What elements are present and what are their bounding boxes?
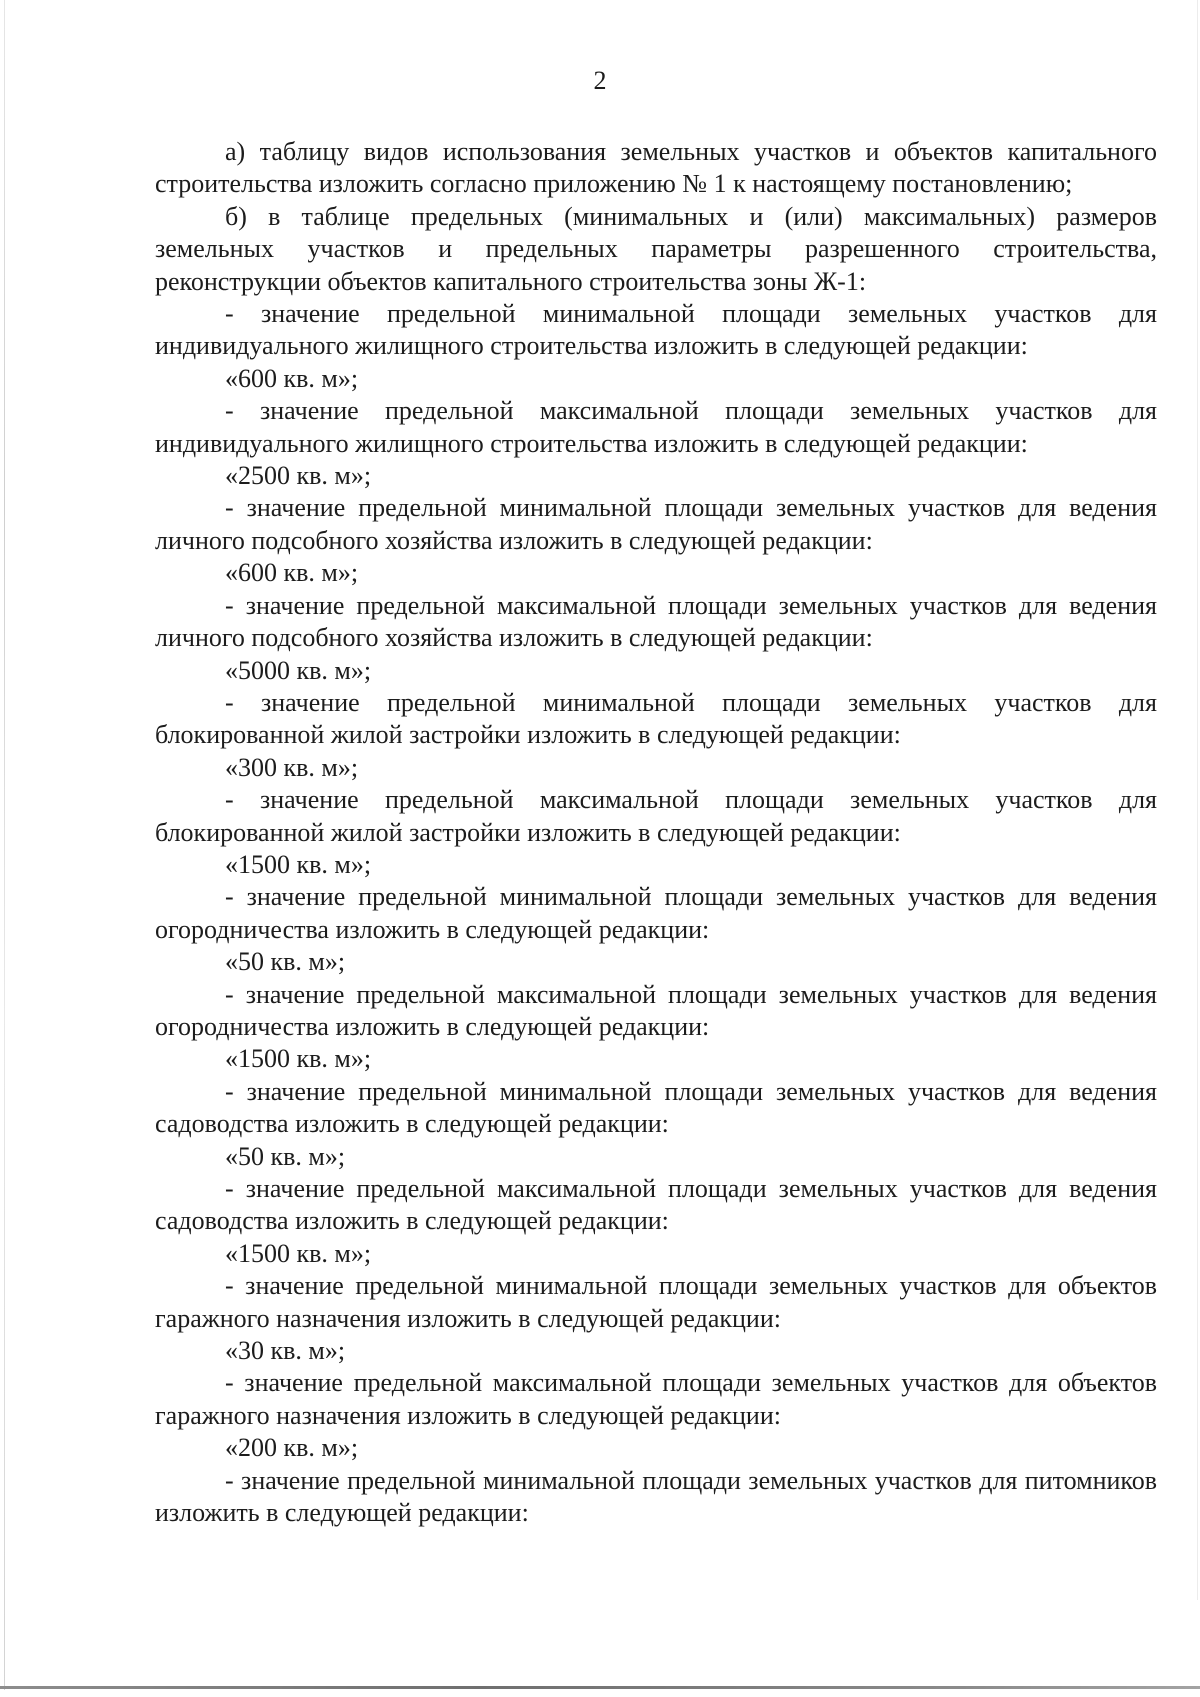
area-value: «30 кв. м»; bbox=[225, 1336, 346, 1366]
area-value: «200 кв. м»; bbox=[225, 1433, 359, 1463]
area-value: «5000 кв. м»; bbox=[225, 655, 372, 685]
scan-edge-right bbox=[1197, 0, 1198, 1600]
area-value: «50 кв. м»; bbox=[225, 1141, 346, 1171]
paragraph: - значение предельной максимальной площади земельных участков для ведения личного подсобного хозяйства изложить в следующей редакции: bbox=[155, 590, 1157, 653]
page-number: 2 bbox=[593, 66, 607, 95]
area-value: «1500 кв. м»; bbox=[225, 1044, 372, 1074]
paragraph: б) в таблице предельных (минимальных и (или) максимальных) размеров земельных участков и предельных параметры разрешенного строительства, реконструкции объектов капитального строительства зоны Ж-1: bbox=[155, 201, 1157, 296]
area-value: «2500 кв. м»; bbox=[225, 461, 372, 491]
paragraph: - значение предельной максимальной площади земельных участков для индивидуального жилищного строительства изложить в следующей редакции: bbox=[155, 396, 1157, 458]
scan-edge-left bbox=[4, 0, 5, 1690]
document-body bbox=[155, 136, 1157, 1529]
paragraph: - значение предельной минимальной площади земельных участков для блокированной жилой застройки изложить в следующей редакции: bbox=[155, 687, 1157, 750]
area-value: «600 кв. м»; bbox=[225, 558, 359, 588]
paragraph: - значение предельной максимальной площади земельных участков для ведения огородничества изложить в следующей редакции: bbox=[155, 979, 1157, 1041]
paragraph: - значение предельной минимальной площади земельных участков для индивидуального жилищного строительства изложить в следующей редакции: bbox=[155, 299, 1157, 361]
paragraph: - значение предельной минимальной площади земельных участков для ведения личного подсобного хозяйства изложить в следующей редакции: bbox=[155, 493, 1157, 555]
area-value: «50 кв. м»; bbox=[225, 947, 346, 977]
area-value: «1500 кв. м»; bbox=[225, 1238, 372, 1268]
area-value: «1500 кв. м»; bbox=[225, 849, 372, 879]
paragraph: - значение предельной минимальной площади земельных участков для объектов гаражного назначения изложить в следующей редакции: bbox=[155, 1271, 1157, 1333]
paragraph: - значение предельной минимальной площади земельных участков для питомников изложить в следующей редакции: bbox=[155, 1465, 1157, 1528]
area-value: «300 кв. м»; bbox=[225, 752, 359, 782]
paragraph: - значение предельной максимальной площади земельных участков для блокированной жилой застройки изложить в следующей редакции: bbox=[155, 785, 1157, 847]
paragraph: - значение предельной минимальной площади земельных участков для ведения садоводства изложить в следующей редакции: bbox=[155, 1076, 1157, 1139]
area-value: «600 кв. м»; bbox=[225, 363, 359, 393]
paragraph: - значение предельной максимальной площади земельных участков для объектов гаражного назначения изложить в следующей редакции: bbox=[155, 1368, 1157, 1430]
paragraph: - значение предельной минимальной площади земельных участков для ведения огородничества изложить в следующей редакции: bbox=[155, 882, 1157, 944]
paragraph: а) таблицу видов использования земельных участков и объектов капитального строительства изложить согласно приложению № 1 к настоящему постановлению; bbox=[155, 137, 1157, 199]
scan-edge-bottom bbox=[0, 1686, 1200, 1689]
paragraph: - значение предельной максимальной площади земельных участков для ведения садоводства изложить в следующей редакции: bbox=[155, 1174, 1157, 1236]
